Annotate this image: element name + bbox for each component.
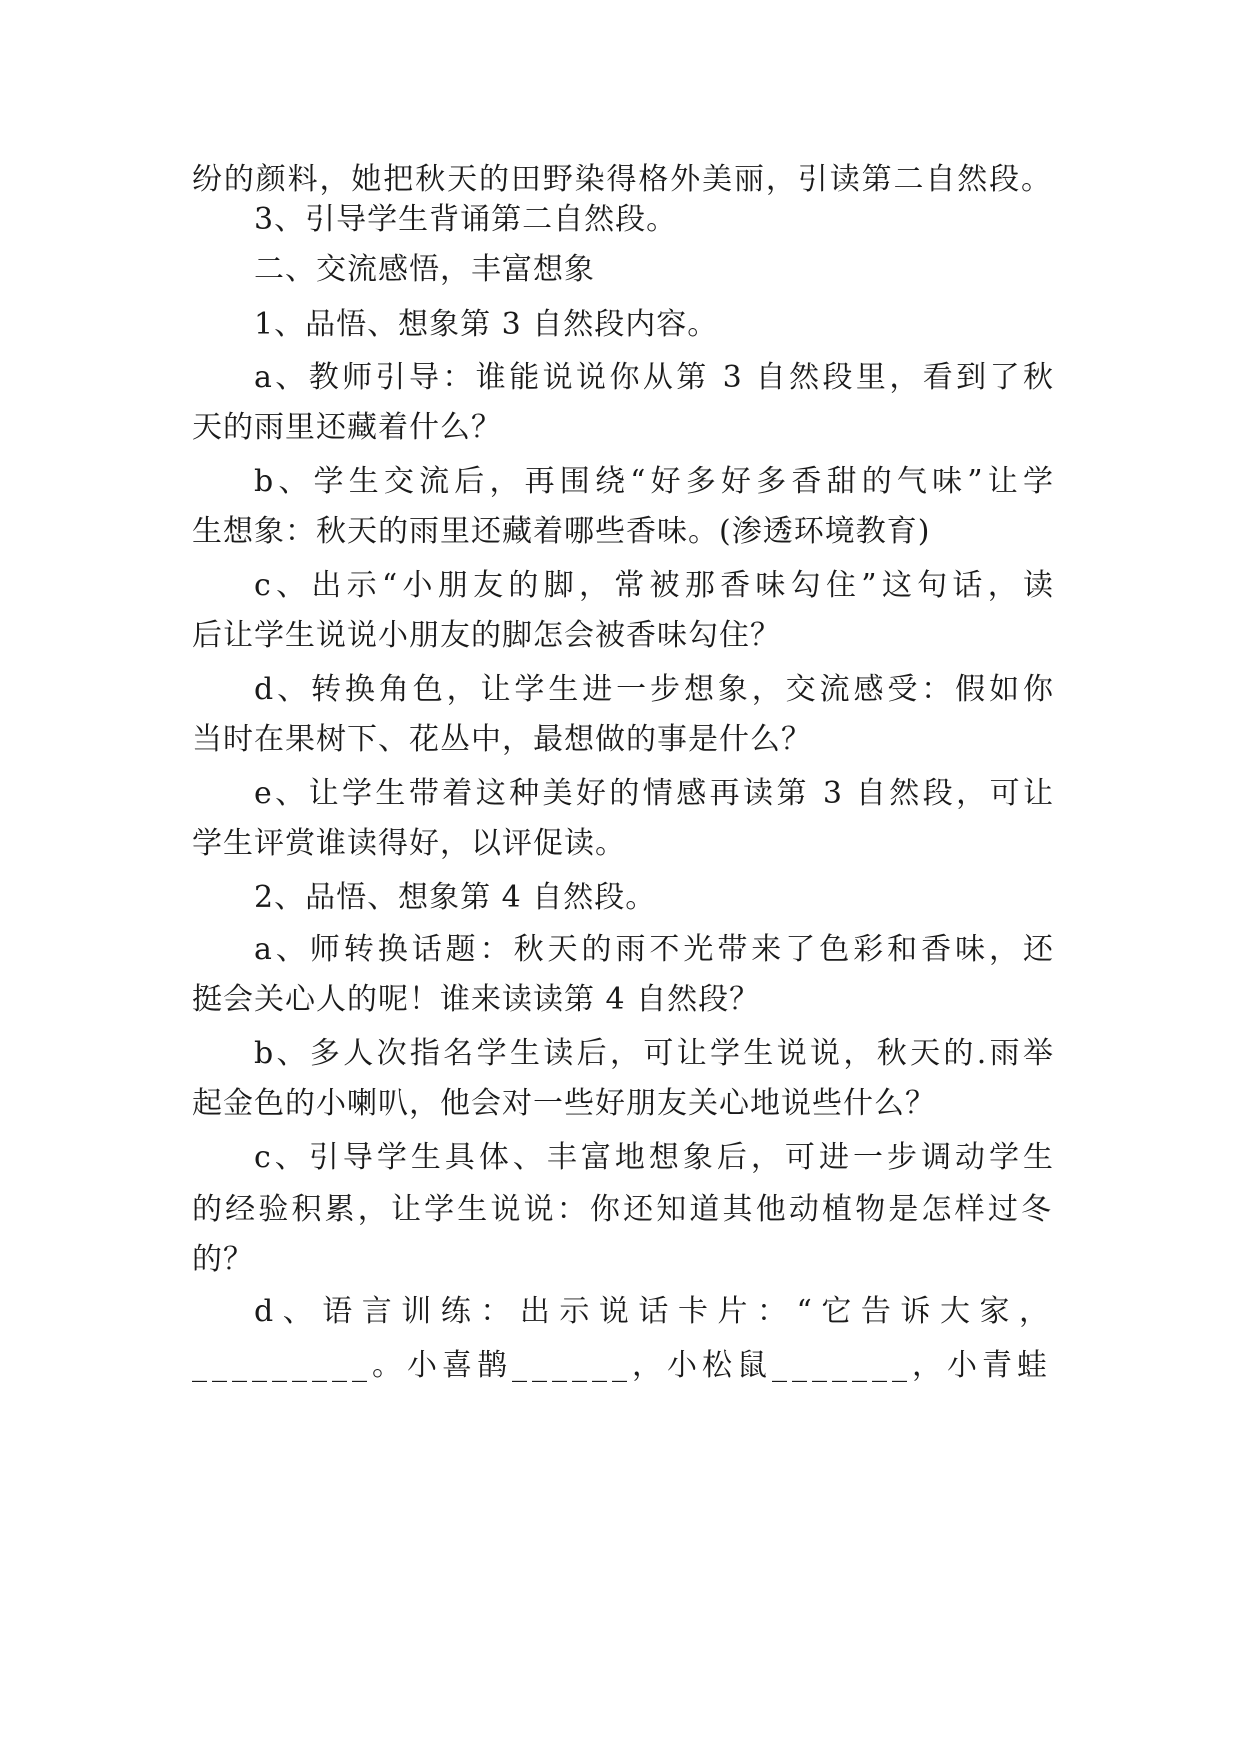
paragraph-line: d、语言训练：出示说话卡片：“它告诉大家，: [254, 1294, 1054, 1329]
paragraph-line: 当时在果树下、花丛中，最想做的事是什么？: [192, 722, 812, 757]
paragraph-line: 2、品悟、想象第 4 自然段。: [254, 880, 657, 915]
paragraph-line: 的？: [192, 1242, 254, 1277]
paragraph-line: a、教师引导：谁能说说你从第 3 自然段里，看到了秋: [254, 360, 1054, 395]
section-heading: 二、交流感悟，丰富想象: [254, 252, 595, 287]
paragraph-line: 天的雨里还藏着什么？: [192, 410, 502, 445]
paragraph-line: b、学生交流后，再围绕“好多好多香甜的气味”让学: [254, 464, 1054, 499]
paragraph-line: c、引导学生具体、丰富地想象后，可进一步调动学生: [254, 1140, 1054, 1175]
paragraph-line: 生想象：秋天的雨里还藏着哪些香味。(渗透环境教育): [192, 514, 931, 549]
paragraph-line: c、出示“小朋友的脚，常被那香味勾住”这句话，读: [254, 568, 1054, 603]
paragraph-line: 的经验积累，让学生说说：你还知道其他动植物是怎样过冬: [192, 1192, 1052, 1227]
paragraph-line: b、多人次指名学生读后，可让学生说说，秋天的.雨举: [254, 1036, 1054, 1071]
paragraph-line: 3、引导学生背诵第二自然段。: [254, 202, 678, 237]
paragraph-line: 起金色的小喇叭，他会对一些好朋友关心地说些什么？: [192, 1086, 936, 1121]
paragraph-line: 挺会关心人的呢！谁来读读第 4 自然段？: [192, 982, 761, 1017]
paragraph-line: 后让学生说说小朋友的脚怎会被香味勾住？: [192, 618, 781, 653]
paragraph-line: d、转换角色，让学生进一步想象，交流感受：假如你: [254, 672, 1054, 707]
paragraph-line: 学生评赏谁读得好，以评促读。: [192, 826, 626, 861]
paragraph-line: a、师转换话题：秋天的雨不光带来了色彩和香味，还: [254, 932, 1054, 967]
paragraph-line: 纷的颜料，她把秋天的田野染得格外美丽，引读第二自然段。: [192, 162, 1052, 197]
paragraph-line: _________。小喜鹊______，小松鼠_______，小青蛙: [192, 1348, 1052, 1383]
paragraph-line: e、让学生带着这种美好的情感再读第 3 自然段，可让: [254, 776, 1054, 811]
paragraph-line: 1、品悟、想象第 3 自然段内容。: [254, 307, 719, 342]
